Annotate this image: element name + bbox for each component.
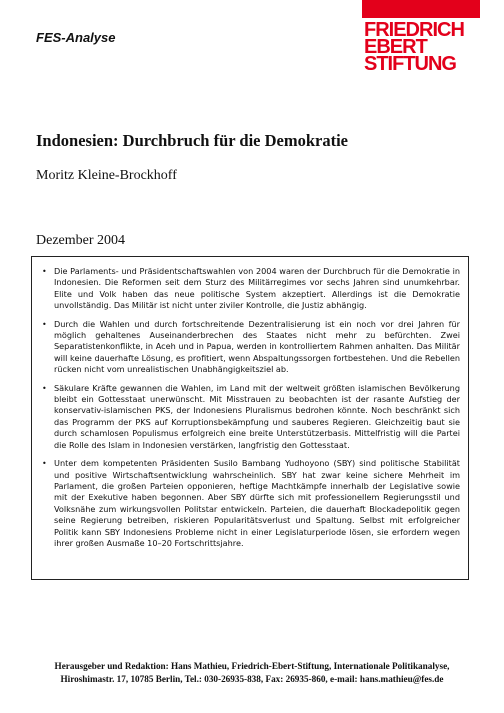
summary-bullet	[40, 266, 460, 312]
author-name: Moritz Kleine-Brockhoff	[36, 168, 177, 183]
logo-line-2: EBERT	[364, 36, 427, 58]
bullet-icon: •	[42, 459, 47, 469]
logo-top-bar	[362, 0, 480, 18]
summary-bullet	[40, 458, 460, 549]
footer-imprint	[20, 660, 484, 686]
bullet-text: Die Parlaments- und Präsidentschaftswahlen von 2004 waren der Durchbruch für die Demokratie in Indonesien. Die Reformen seit dem Sturz des Militärregimes vor sechs Jahren sind unumkehrbar. Elite und Volk haben das neue politische System akzeptiert. Allerdings ist die Demokratie unvollständig. Das Militär ist nicht unter ziviler Kontrolle, die Justiz abhängig.	[54, 266, 460, 311]
fes-logo	[362, 0, 480, 78]
bullet-text: Unter dem kompetenten Präsidenten Susilo Bambang Yudhoyono (SBY) sind politische Stabilität und positive Wirtschaftsentwicklung wahrscheinlich. SBY hat zwar keine sichere Mehrheit im Parlament, die großen Parteien opponieren, heftige Machtkämpfe innerhalb der Legislative sowie mit der Exekutive haben begonnen. Aber SBY dürfte sich mit professionellem Regierungsstil und Volksnähe zum wirkungsvollen Politstar entwickeln. Parteien, die dauerhaft Blockadepolitik gegen seine Regierung betreiben, riskieren Popularitätsverlust und Spaltung. Selbst mit erfolgreicher Politik kann SBY Indonesiens Probleme nicht in einer Legislaturperiode lösen, sie erfordern wegen ihrer großen Ausmaße 10–20 Fortschrittsjahre.	[54, 458, 460, 548]
summary-bullet	[40, 383, 460, 451]
footer-line-2: Hiroshimastr. 17, 10785 Berlin, Tel.: 030-26935-838, Fax: 26935-860, e-mail: hans.mathieu@fes.de	[60, 674, 444, 684]
summary-bullet	[40, 319, 460, 376]
bullet-icon: •	[42, 383, 47, 393]
bullet-text: Durch die Wahlen und durch fortschreitende Dezentralisierung ist ein noch vor drei Jahren für möglich gehaltenes Auseinanderbrechen des Staates nicht mehr zu befürchten. Zwei Separatistenkonflikte, in Aceh und in Papua, werden in kontrolliertem Rahmen anhalten. Das Militär will keine dauerhafte Lösung, es profitiert, wenn Abspaltungssorgen fortbestehen. Und die Rebellen rücken nicht vom unrealistischen Unabhängigkeitsziel ab.	[54, 318, 460, 375]
logo-line-1: FRIEDRICH	[364, 19, 464, 41]
bullet-text: Säkulare Kräfte gewannen die Wahlen, im Land mit der weltweit größten islamischen Bevölkerung bleibt ein Gottesstaat unerwünscht. Mit Misstrauen zu beobachten ist der rasante Aufstieg der konservativ-islamischen PKS, der Indonesiens Pluralismus bedrohen könnte. Noch beschränkt sich das Programm der PKS auf Korruptionsbekämpfung und sauberes Regieren. Gleichzeitig baut sie durch schamlosen Populismus erfolgreich eine breite Unterstützerbasis. Mittelfristig will die Partei die Rolle des Islam in Indonesien verstärken, langfristig den Gottesstaat.	[54, 382, 460, 450]
summary-box	[31, 256, 469, 580]
bullet-icon: •	[42, 319, 47, 329]
summary-list	[40, 266, 460, 549]
footer-line-1: Herausgeber und Redaktion: Hans Mathieu, Friedrich-Ebert-Stiftung, Internationale Politikanalyse,	[54, 661, 450, 671]
document-title: Indonesien: Durchbruch für die Demokratie	[36, 131, 348, 150]
series-label: FES-Analyse	[36, 30, 116, 45]
publication-date: Dezember 2004	[36, 233, 126, 248]
logo-line-3: STIFTUNG	[364, 53, 456, 75]
bullet-icon: •	[42, 267, 47, 276]
